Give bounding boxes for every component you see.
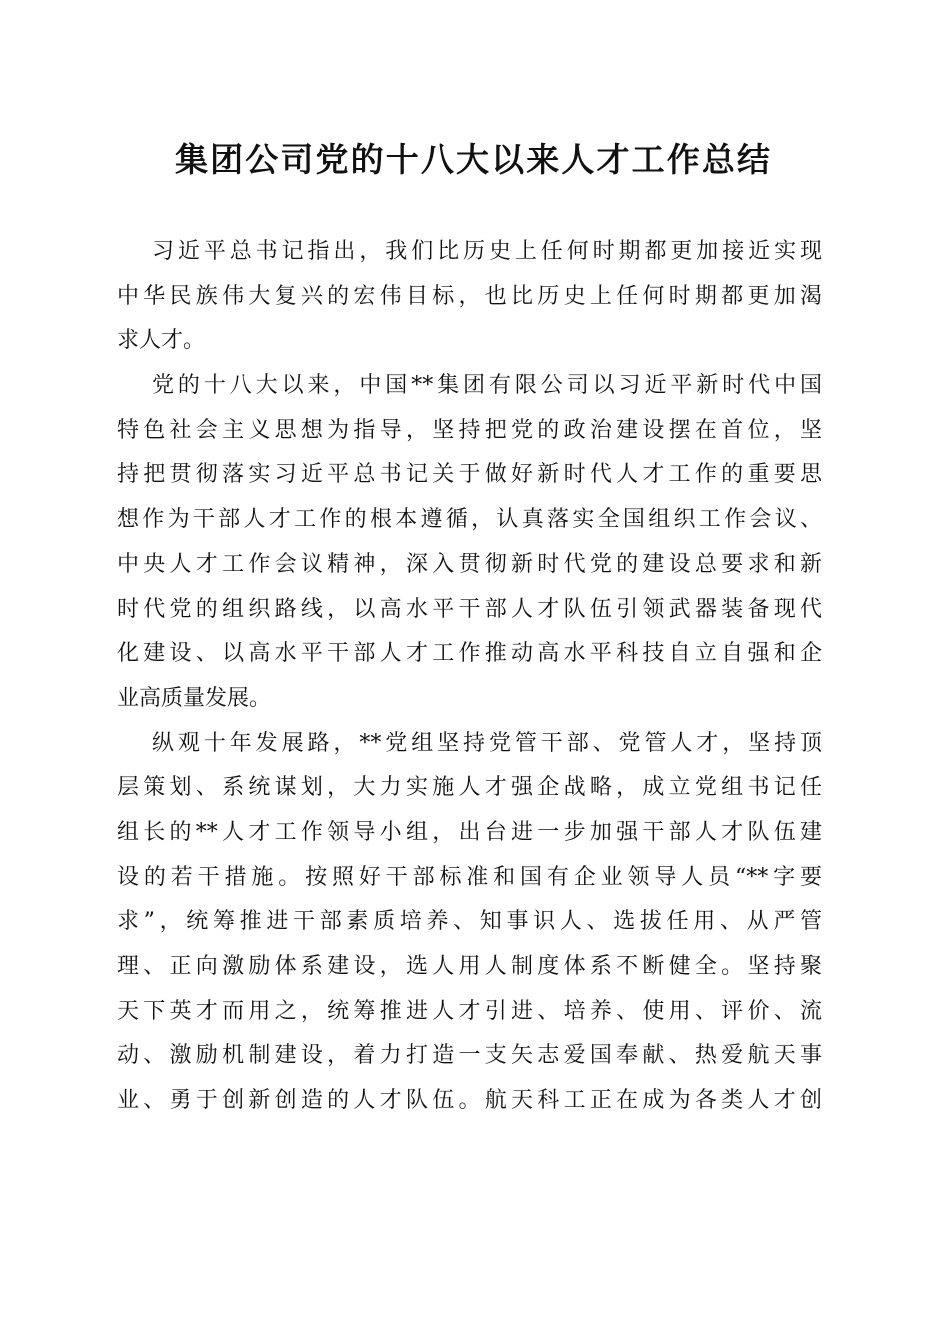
paragraph-3-line: 业、勇于创新创造的人才队伍。航天科工正在成为各类人才创 bbox=[117, 1088, 822, 1114]
paragraph-2-line: 党的十八大以来，中国**集团有限公司以习近平新时代中国 bbox=[152, 373, 822, 399]
paragraph-3-line: 天下英才而用之，统筹推进人才引进、培养、使用、评价、流 bbox=[117, 998, 822, 1024]
paragraph-3-line: 求”，统筹推进干部素质培养、知事识人、选拔任用、从严管 bbox=[117, 909, 822, 935]
paragraph-2-line: 时代党的组织路线，以高水平干部人才队伍引领武器装备现代 bbox=[117, 596, 822, 622]
paragraph-2-line: 持把贯彻落实习近平总书记关于做好新时代人才工作的重要思 bbox=[117, 462, 822, 488]
paragraph-2-line: 化建设、以高水平干部人才工作推动高水平科技自立自强和企 bbox=[117, 641, 822, 667]
paragraph-2-line: 想作为干部人才工作的根本遵循，认真落实全国组织工作会议、 bbox=[117, 507, 822, 533]
paragraph-2-line: 特色社会主义思想为指导，坚持把党的政治建设摆在首位，坚 bbox=[117, 417, 822, 443]
document-title: 集团公司党的十八大以来人才工作总结 bbox=[175, 140, 770, 179]
paragraph-3-line: 层策划、系统谋划，大力实施人才强企战略，成立党组书记任 bbox=[117, 775, 822, 801]
paragraph-2-line: 业高质量发展。 bbox=[117, 685, 272, 711]
paragraph-3-line: 组长的**人才工作领导小组，出台进一步加强干部人才队伍建 bbox=[117, 819, 822, 845]
paragraph-1-line: 习近平总书记指出，我们比历史上任何时期都更加接近实现 bbox=[152, 239, 822, 264]
paragraph-1-line: 中华民族伟大复兴的宏伟目标，也比历史上任何时期都更加渴 bbox=[117, 283, 822, 309]
paragraph-3-line: 纵观十年发展路，**党组坚持党管干部、党管人才，坚持顶 bbox=[152, 730, 822, 756]
paragraph-1-line: 求人才。 bbox=[117, 328, 206, 354]
paragraph-3-line: 设的若干措施。按照好干部标准和国有企业领导人员“**字要 bbox=[117, 864, 822, 890]
paragraph-2-line: 中央人才工作会议精神，深入贯彻新时代党的建设总要求和新 bbox=[117, 551, 822, 577]
document-body bbox=[117, 230, 822, 1124]
paragraph-3-line: 理、正向激励体系建设，选人用人制度体系不断健全。坚持聚 bbox=[117, 954, 822, 979]
paragraph-3-line: 动、激励机制建设，着力打造一支矢志爱国奉献、热爱航天事 bbox=[117, 1043, 822, 1069]
